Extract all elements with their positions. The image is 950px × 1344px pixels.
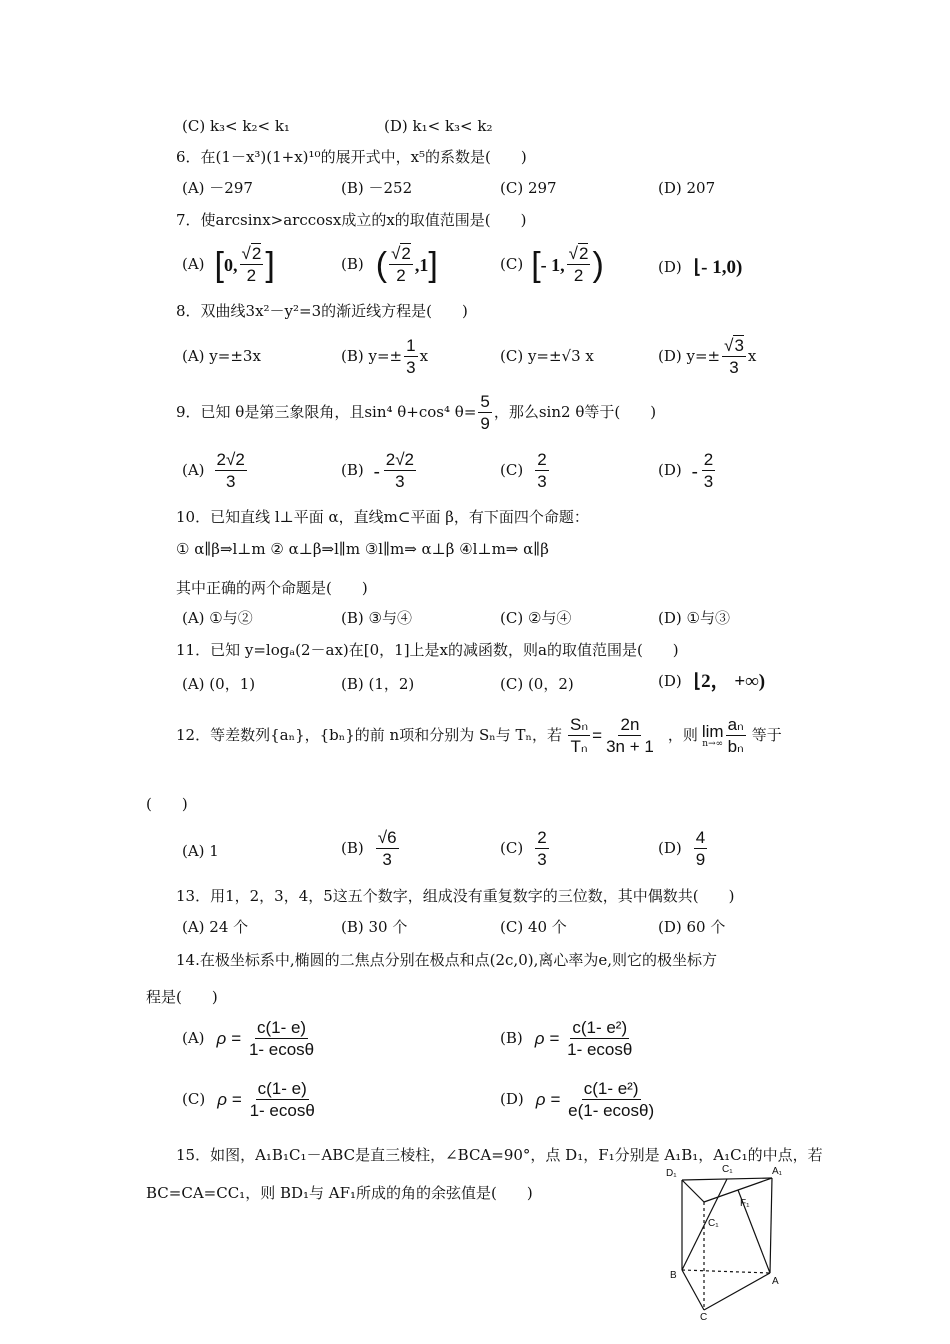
q8-option-b: (B) y=± $\frac{1}{3}$ x [341,336,429,377]
q12-option-b: (B) $\frac{√6}{3}$ [341,828,397,869]
q14-a-fraction: $\frac{c(1- e)}{1- ecos\theta}$ [248,1018,315,1059]
q10-option-d: (D) ①与③ [658,609,730,627]
q12-option-d: (D) $\frac{4}{9}$ [658,828,706,869]
q9-d-fraction: $\frac{2}{3}$ [703,450,714,491]
q7-option-d [658,245,742,289]
label-b: B [670,1270,677,1281]
q13-option-a: (A) 24 个 [182,918,249,936]
q13-stem: 13．用1，2，3，4，5这五个数字，组成没有重复数字的三位数，其中偶数共( ) [176,887,735,905]
q7-a-fraction: $\frac{√2}{2}$ [241,244,262,285]
q10-stem: 10．已知直线 l⊥平面 α，直线m⊂平面 β，有下面四个命题： [176,508,589,526]
prism-figure [660,1160,800,1320]
q12-option-c: (C) $\frac{2}{3}$ [500,828,547,869]
q14-option-d: (D) ρ = $\frac{\text{c(1- e²)}}{e(1- ecos\theta)}$ [500,1079,655,1120]
q12-a-over-b: $\frac{\text{aₙ}}{\text{bₙ}}$ [727,715,744,756]
q7-b-fraction: $\frac{√2}{2}$ [391,244,411,285]
q8-stem: 8．双曲线3x²－y²=3的渐近线方程是( ) [176,302,468,320]
q14-stem: 14.在极坐标系中,椭圆的二焦点分别在极点和点(2c,0),离心率为e,则它的极坐标方 [176,951,717,969]
q14-b-fraction: $\frac{\text{c(1- e²)}}{1- ecos\theta}$ [567,1018,633,1059]
q9-option-b: (B) - $\frac{2√2}{3}$ [341,450,414,491]
q9-b-fraction: $\frac{2√2}{3}$ [385,450,414,491]
q13-option-c: (C) 40 个 [500,918,567,936]
q10-subprompt: 其中正确的两个命题是( ) [176,579,368,597]
q9-c-fraction: $\frac{2}{3}$ [537,450,547,491]
q7-option-c: (C) [ - 1, $\frac{√2}{2}$ ) [500,244,604,285]
q7-c-fraction: $\frac{√2}{2}$ [568,244,589,285]
label-d1: D₁ [666,1168,677,1179]
q6-option-a: (A) －297 [182,179,253,197]
label-a1: A₁ [772,1166,783,1177]
q9-stem: 9．已知 θ是第三象限角，且sin⁴ θ+cos⁴ θ= $\frac{5}{9}$ ，那么sin2 θ等于( ) [176,392,657,433]
q12-rhs-fraction: $\frac{2n}{3n + 1}$ [606,715,654,756]
label-a: A [772,1276,779,1287]
q7-b-expr: ,1 [414,254,429,275]
q9-option-d: (D) - $\frac{2}{3}$ [658,450,714,491]
edge-a-a1 [770,1178,772,1273]
q12-stem: 12．等差数列{aₙ}，{bₙ}的前 n项和分别为 Sₙ与 Tₙ，若 $\frac{\text{Sₙ}}{\text{Tₙ}}$ = $\frac{2n}{3n + 1}$ ，则 lim n→∞ $\frac{\text{aₙ}}{\text{bₙ}}$ 等于 [176,715,782,756]
q8-d-fraction: $\frac{√3}{3}$ [724,336,744,377]
q11-option-c: (C) (0，2) [500,675,574,693]
q9-option-a: (A) $\frac{2√2}{3}$ [182,450,245,491]
q7-c-label: (C) [500,255,524,273]
q7-option-b: (B) ( $\frac{√2}{2}$ ,1 ] [341,244,438,285]
q12-s-over-t: $\frac{\text{Sₙ}}{\text{Tₙ}}$ [570,715,589,756]
q14-d-fraction: $\frac{\text{c(1- e²)}}{e(1- ecos\theta)}$ [568,1079,655,1120]
q9-a-fraction: $\frac{2√2}{3}$ [216,450,245,491]
q8-option-d: (D) y=± $\frac{√3}{3}$ x [658,336,757,377]
q15-stem: 15．如图，A₁B₁C₁－ABC是直三棱柱，∠BCA=90°，点 D₁，F₁分别是 A₁B₁，A₁C₁的中点，若 [176,1146,823,1164]
q7-a-expr: 0, [224,254,238,275]
q6-option-c: (C) 297 [500,179,557,197]
edge-b-c [682,1270,704,1310]
q11-option-b: (B) (1，2) [341,675,415,693]
edge-top-left [682,1180,704,1202]
q13-option-d: (D) 60 个 [658,918,726,936]
q12-option-a: (A) 1 [182,842,219,860]
q12-c-fraction: $\frac{2}{3}$ [537,828,547,869]
q11-option-d: (D) ⌊2， +∞) [658,671,766,692]
q6-stem: 6．在(1－x³)(1+x)¹⁰的展开式中，x⁵的系数是( ) [176,148,527,166]
q7-option-a: (A) [ 0, $\frac{√2}{2}$ ] [182,244,275,285]
q7-a-label: (A) [182,255,205,273]
label-c: C [700,1312,708,1320]
q8-option-c: (C) y=±√3 x [500,347,594,365]
q15-stem-cont: BC=CA=CC₁，则 BD₁与 AF₁所成的角的余弦值是( ) [146,1184,533,1202]
q12-limit: lim n→∞ [701,721,724,749]
q9-option-c: (C) $\frac{2}{3}$ [500,450,547,491]
q7-c-expr: - 1, [540,254,565,275]
q14-c-fraction: $\frac{c(1- e)}{1- ecos\theta}$ [249,1079,315,1120]
q7-stem: 7．使arcsinx>arccosx成立的x的取值范围是( ) [176,211,527,229]
q13-option-b: (B) 30 个 [341,918,408,936]
q8-b-fraction: $\frac{1}{3}$ [406,336,416,377]
q11-option-a: (A) (0，1) [182,675,256,693]
q14-option-c: (C) ρ = $\frac{c(1- e)}{1- ecos\theta}$ [182,1079,315,1120]
q14-option-a: (A) ρ = $\frac{c(1- e)}{1- ecos\theta}$ [182,1018,315,1059]
q5-option-c: (C) k₃< k₂< k₁ [182,117,290,135]
label-c1-mid: C₁ [708,1218,719,1229]
q11-stem: 11．已知 y=logₐ(2－ax)在[0，1]上是x的减函数，则a的取值范围是( ) [176,641,679,659]
q12-b-fraction: $\frac{√6}{3}$ [377,828,397,869]
edge-c-a [704,1273,770,1310]
edge-b-a-hidden [682,1270,770,1273]
q7-d-label: (D) [658,257,682,276]
q8-option-a: (A) y=±3x [182,347,261,365]
label-c1-top: C₁ [722,1164,733,1175]
q7-b-label: (B) [341,255,364,273]
q7-d-expr: ⌊- 1,0) [693,256,743,278]
q6-option-b: (B) －252 [341,179,413,197]
q10-option-c: (C) ②与④ [500,609,572,627]
q12-blank: ( ) [146,795,188,813]
q10-option-a: (A) ①与② [182,609,253,627]
q10-propositions: ① α∥β⇒l⊥m ② α⊥β⇒l∥m ③l∥m⇒ α⊥β ④l⊥m⇒ α∥β [176,540,549,558]
label-f1: F₁ [740,1198,750,1209]
q6-option-d: (D) 207 [658,179,716,197]
q12-d-fraction: $\frac{4}{9}$ [695,828,706,869]
q14-option-b: (B) ρ = $\frac{\text{c(1- e²)}}{1- ecos\theta}$ [500,1018,633,1059]
q14-stem-cont: 程是( ) [146,988,218,1006]
q10-option-b: (B) ③与④ [341,609,412,627]
q5-option-d: (D) k₁< k₃< k₂ [384,117,493,135]
q9-stem-fraction: $\frac{5}{9}$ [480,392,490,433]
